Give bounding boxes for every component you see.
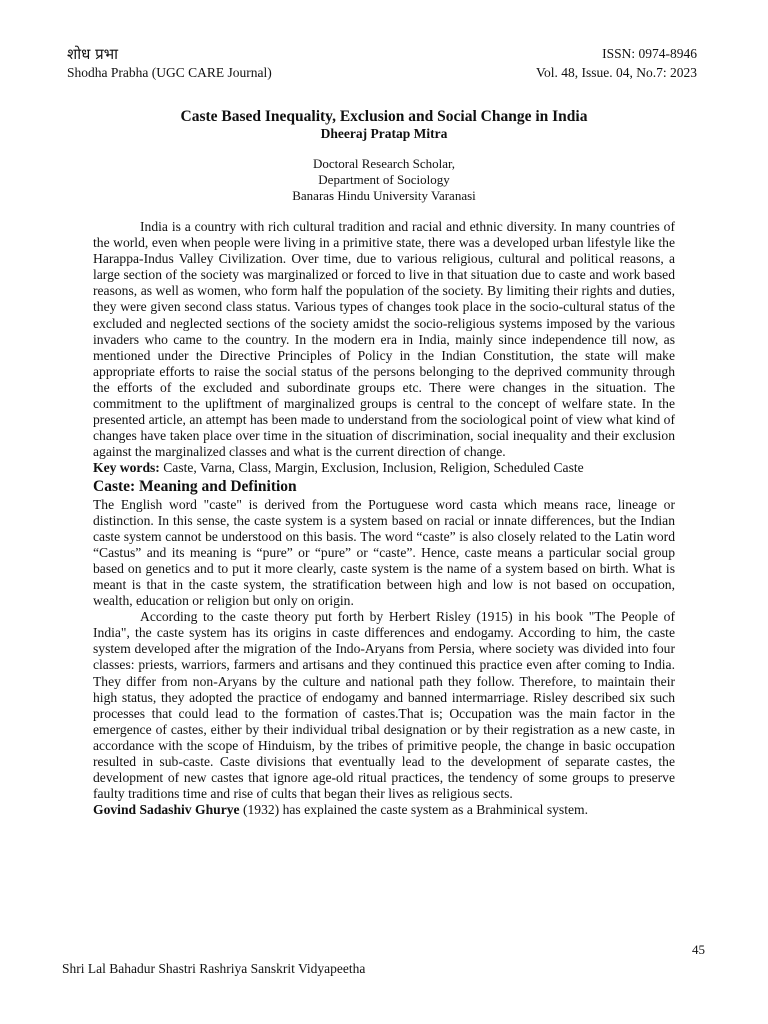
affiliation-line: Banaras Hindu University Varanasi: [292, 188, 476, 203]
volume-info: Vol. 48, Issue. 04, No.7: 2023: [535, 65, 697, 80]
issn: ISSN: 0974-8946: [602, 46, 697, 61]
body-paragraph-text: (1932) has explained the caste system as a Brahminical system.: [239, 802, 588, 818]
article-author: Dheeraj Pratap Mitra: [320, 126, 448, 141]
body-paragraph: The English word "caste" is derived from the Portuguese word casta which means race, lineage or distinction. In this sense, the caste system is a system based on racial or innate differences, but the Indian caste system cannot be understood on this basis. The word “caste” is also closely related to the Latin word “Castus” and its meaning is “pure” or “pure” or “caste”. Hence, caste means a particular social group based on genetics and to put it more clearly, caste system is the name of a system based on birth. What is meant is that in the caste system, the stratification between high and low is not based on occupation, wealth, education or religion but only on origin.: [93, 496, 675, 609]
journal-hindi-title: शोध प्रभा: [67, 45, 119, 63]
author-name-bold: Govind Sadashiv Ghurye: [93, 802, 240, 818]
keywords-line: [93, 460, 675, 476]
journal-name: Shodha Prabha (UGC CARE Journal): [67, 65, 272, 80]
keywords-text: Caste, Varna, Class, Margin, Exclusion, Inclusion, Religion, Scheduled Caste: [159, 460, 584, 476]
article-title: Caste Based Inequality, Exclusion and Social Change in India: [180, 108, 588, 125]
affiliation-line: Doctoral Research Scholar,: [312, 156, 456, 171]
page-number: 45: [692, 942, 705, 957]
article-body: [93, 219, 675, 818]
keywords-label: Key words:: [93, 460, 160, 476]
body-paragraph: According to the caste theory put forth by Herbert Risley (1915) in his book "The People of India", the caste system has its origins in caste differences and endogamy. According to him, the caste system developed after the migration of the Indo-Aryans from Persia, where society was divided into four classes: priests, warriors, farmers and artisans and they continued this practice even after coming to India. They differ from non-Aryans by the culture and national path they follow. Therefore, to maintain their high status, they adopted the practice of endogamy and banned intermarriage. Risley described six such processes that could lead to the formation of castes.That is; Occupation was the main factor in the emergence of castes, either by their individual tribal designation or by their registration as a new caste, in accordance with the scope of Hinduism, by the tribes of primitive people, the change in basic occupation resulted in sub-caste. Caste divisions that eventually lead to the development of separate castes, the development of new castes that ignore age-old ritual practices, the tendency of some groups to preserve faulty traditions time and rise of cults that began their lives as religious sects.: [93, 609, 675, 802]
abstract-paragraph: India is a country with rich cultural tradition and racial and ethnic diversity. In many countries of the world, even when people were living in a primitive state, there was a developed urban lifestyle like the Harappa-Indus Valley Civilization. Over time, due to various religious, cultural and political reasons, a large section of the society was marginalized or forced to live in that situation due to caste and work based reasons, as well as women, who form half the population of the society. By limiting their rights and duties, they were given second class status. Various types of changes took place in the socio-cultural status of the excluded and neglected sections of the society amidst the socio-religious systems imposed by the various invaders who came to the country. In the modern era in India, mainly since independence till now, as mentioned under the Directive Principles of Policy in the Indian Constitution, the state will make appropriate efforts to raise the social status of the persons belonging to the deprived community through the efforts of the excluded and subordinate groups etc. There were changes in the situation. The commitment to the upliftment of marginalized groups is central to the concept of welfare state. In the presented article, an attempt has been made to understand from the sociological point of view what kind of changes have taken place over time in the situation of discrimination, social inequality and their exclusion against the marginalized classes and what is the current direction of change.: [93, 219, 675, 460]
section-heading: Caste: Meaning and Definition: [93, 477, 297, 495]
footer-institution: Shri Lal Bahadur Shastri Rashriya Sanskrit Vidyapeetha: [62, 961, 366, 976]
affiliation-line: Department of Sociology: [318, 172, 450, 187]
body-paragraph: [93, 802, 675, 818]
